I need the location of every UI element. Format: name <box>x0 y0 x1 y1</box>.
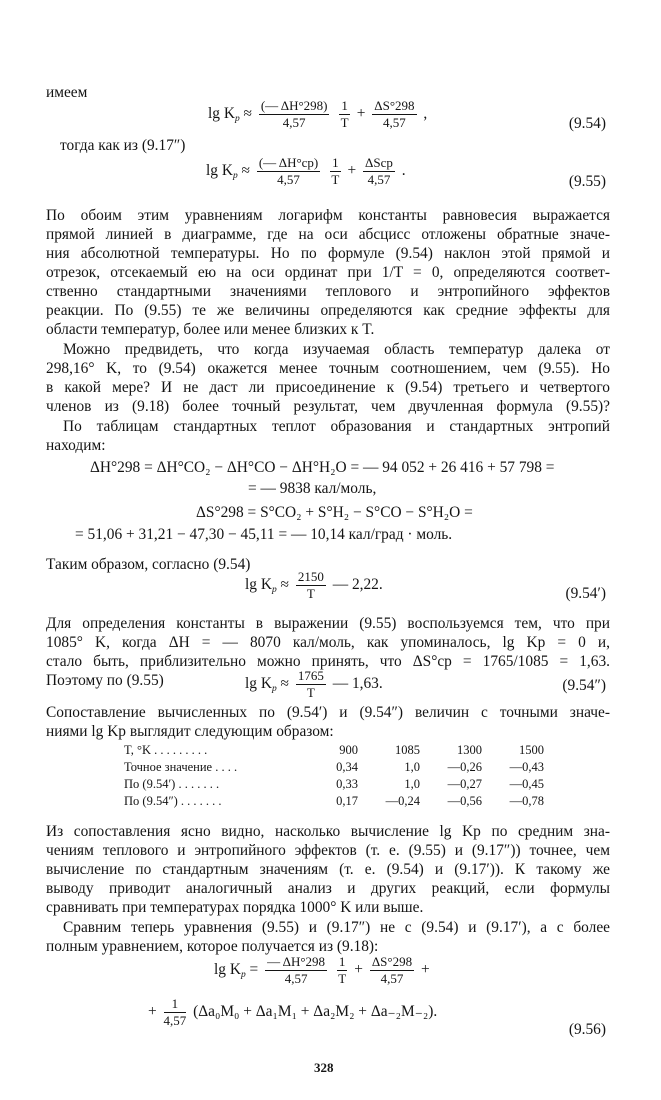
eq-tail: + <box>420 961 430 979</box>
paragraph-line: Можно предвидеть, что когда изучаемая область температур далека от <box>63 341 610 358</box>
table-cell: T, °K . . . . . . . . . <box>124 743 208 757</box>
eq-numerator: 1 <box>332 155 339 170</box>
paragraph-line: ниями lg Kp выглядит следующим образом: <box>46 723 334 740</box>
calc-line: ΔS°298 = S°CO₂ + S°H₂ − S°CO − S°H₂O = <box>196 504 473 521</box>
eq-denominator: T <box>331 172 340 187</box>
table-cell: —0,24 <box>385 794 420 808</box>
eq-numerator: 1 <box>164 996 187 1013</box>
table-cell: 900 <box>339 743 358 757</box>
eq-denominator: 4,57 <box>367 172 391 187</box>
paragraph-line: 1085° K, когда ΔH = — 8070 кал/моль, как упоминалось, lg Kp = 0 и, <box>46 634 610 651</box>
table-cell: Точное значение . . . . <box>124 760 238 774</box>
eq-denominator: 4,57 <box>277 172 300 187</box>
table-cell: —0,78 <box>509 794 544 808</box>
table-cell: —0,45 <box>509 777 544 791</box>
eq-numerator: 1 <box>341 98 348 113</box>
table-row <box>124 793 544 810</box>
eq-numerator: ΔS°298 <box>374 98 415 113</box>
eq-numerator: ΔSср <box>365 155 393 170</box>
table-cell: —0,56 <box>447 794 482 808</box>
paragraph-line: Для определения константы в выражении (9.55) воспользуемся тем, что при <box>46 615 610 632</box>
paragraph-line: Поэтому по (9.55) <box>46 672 164 689</box>
paragraph-line: ственно стандартными значениями теплового и энтропийного эффектов <box>46 283 610 300</box>
table-cell: 0,17 <box>336 794 358 808</box>
paragraph-line: чениям теплового и энтропийного эффектов (т. е. (9.55) и (9.17″)) точнее, чем <box>46 842 610 859</box>
paragraph-line: 298,16° K, то (9.54) окажется менее точным соотношением, чем (9.55). Но <box>46 360 610 377</box>
equation-number: (9.55) <box>568 173 606 190</box>
equation-number: (9.54) <box>568 115 606 132</box>
equation-9-56-line2: + $\frac{1}{4,57}$ (Δa₀M₀ + Δa₁M₁ + Δa₂M₂ + Δa₋₂M₋₂). <box>148 996 438 1028</box>
eq-denominator: T <box>338 971 347 986</box>
calc-line: = — 9838 кал/моль, <box>248 480 377 497</box>
text-imeem: имеем <box>46 84 88 101</box>
eq-denominator: T <box>340 115 349 130</box>
table-cell: 1,0 <box>404 777 420 791</box>
calc-line: ΔH°298 = ΔH°CO₂ − ΔH°CO − ΔH°H₂O = — 94 052 + 26 416 + 57 798 = <box>90 459 555 476</box>
table-cell: —0,43 <box>509 760 544 774</box>
eq-lhs: lg K <box>206 162 233 180</box>
paragraph-line: Сравним теперь уравнения (9.55) и (9.17″) не с (9.54) и (9.17′), а с более <box>63 919 610 936</box>
equation-9-55: $\lg K_p$ ≈ $\frac{(— \Delta H^\circ ср)}{4,57}$ $\frac{1}{T}$ + $\frac{\text{ΔSср}}{4,57}$ . <box>206 155 406 187</box>
eq-lhs: lg K <box>214 961 241 979</box>
equation-9-54-double-prime: $\lg K_p$ ≈ $\frac{1765}{T}$ — 1,63. <box>245 668 383 700</box>
paragraph-line: стало быть, приблизительно можно принять, что ΔS°ср = 1765/1085 = 1,63. <box>46 653 610 670</box>
equation-9-54-prime: $\lg K_p$ ≈ $\frac{2150}{T}$ — 2,22. <box>245 569 383 601</box>
equation-number: (9.54′) <box>565 585 606 602</box>
eq-tail: — 2,22. <box>332 576 383 594</box>
text-togda: тогда как из (9.17″) <box>60 137 186 154</box>
eq-lhs: lg K <box>245 675 272 693</box>
table-cell: 1300 <box>457 743 482 757</box>
eq-body: (Δa₀M₀ + Δa₁M₁ + Δa₂M₂ + Δa₋₂M₋₂). <box>193 1003 438 1021</box>
eq-numerator: 1 <box>338 954 346 969</box>
eq-numerator: (— ΔH°298) <box>260 98 328 113</box>
calc-line: = 51,06 + 31,21 − 47,30 − 45,11 = — 10,14 кал/град · моль. <box>75 526 453 543</box>
table-row <box>124 776 544 793</box>
paragraph-line: реакции. По (9.55) те же величины определяются как средние эффекты для <box>46 302 610 319</box>
eq-denominator: 4,57 <box>163 1013 187 1028</box>
equation-number: (9.54″) <box>562 677 606 694</box>
paragraph-line: полным уравнением, которое получается из (9.18): <box>46 938 379 955</box>
equation-9-56-line1: $\lg K_p$ = $\frac{— \Delta H^\circ 298}{4,57}$ $\frac{1}{T}$ + $\frac{\Delta S^\circ 298}{4,57}$ + <box>214 954 430 986</box>
page-number: 328 <box>314 1060 334 1075</box>
eq-numerator: — ΔH°298 <box>267 954 326 969</box>
table-cell: 0,33 <box>336 777 358 791</box>
eq-denominator: 4,57 <box>282 115 306 130</box>
eq-denominator: 4,57 <box>284 971 308 986</box>
eq-numerator: (— ΔH°ср) <box>258 155 319 170</box>
paragraph-line: По таблицам стандартных теплот образования и стандартных энтропий <box>63 418 610 435</box>
table-cell: 1,0 <box>404 760 420 774</box>
equation-9-54: $\lg K_p$ ≈ $\frac{(— \Delta H^\circ 298)}{4,57}$ $\frac{1}{T}$ + $\frac{\Delta S^\circ 298}{4,57}$ , <box>208 98 428 130</box>
table-cell: 1085 <box>395 743 420 757</box>
paragraph-line: Из сопоставления ясно видно, насколько вычисление lg Kp по средним зна- <box>46 823 610 840</box>
eq-denominator: 4,57 <box>380 971 404 986</box>
eq-numerator: 2150 <box>297 569 324 584</box>
paragraph-line: ния абсолютной температуры. Но по формуле (9.54) наклон этой прямой и <box>46 245 610 262</box>
eq-denominator: T <box>306 685 315 700</box>
table-row <box>124 759 544 776</box>
table-cell: По (9.54′) . . . . . . . <box>124 777 220 791</box>
eq-tail: . <box>401 162 406 180</box>
paragraph-line: находим: <box>46 437 106 454</box>
paragraph-line: вычисление по стандартным значениям (т. е. (9.54) и (9.17′)). К такому же <box>46 861 610 878</box>
eq-denominator: 4,57 <box>383 115 406 130</box>
eq-lhs: lg K <box>245 576 272 594</box>
paragraph-line: в какой мере? И не даст ли присоединение к (9.54) третьего и четвертого <box>46 379 610 396</box>
table-cell: 0,34 <box>336 760 358 774</box>
eq-numerator: 1765 <box>297 668 324 683</box>
comparison-table <box>124 742 544 810</box>
paragraph-line: выводу приводит аналогичный анализ и других реакций, если формулы <box>46 880 610 897</box>
paragraph-line: Сопоставление вычисленных по (9.54′) и (9.54″) величин с точными значе- <box>46 704 610 721</box>
table-cell: По (9.54″) . . . . . . . <box>124 794 222 808</box>
paragraph-line: отрезок, отсекаемый ею на оси ординат при 1/T = 0, определяются соответ- <box>46 264 610 281</box>
paragraph-line: членов из (9.18) более точный результат, чем двучленная формула (9.55)? <box>46 398 610 415</box>
paragraph-line: сравнивать при температурах порядка 1000° K или выше. <box>46 899 424 916</box>
eq-lhs: lg K <box>208 105 235 123</box>
eq-numerator: ΔS°298 <box>371 954 413 969</box>
text-takim: Таким образом, согласно (9.54) <box>46 556 251 573</box>
paragraph-line: прямой линией в диаграмме, где на оси абсцисс отложены обратные значе- <box>46 226 610 243</box>
eq-tail: , <box>423 105 428 123</box>
eq-tail: — 1,63. <box>332 675 383 693</box>
table-cell: —0,26 <box>447 760 482 774</box>
eq-denominator: T <box>306 586 315 601</box>
table-cell: 1500 <box>519 743 544 757</box>
table-row <box>124 742 544 759</box>
paragraph-line: области температур, более или менее близких к T. <box>46 321 375 338</box>
table-cell: —0,27 <box>447 777 482 791</box>
paragraph-line: По обоим этим уравнениям логарифм константы равновесия выражается <box>46 207 610 224</box>
equation-number: (9.56) <box>568 1021 606 1038</box>
